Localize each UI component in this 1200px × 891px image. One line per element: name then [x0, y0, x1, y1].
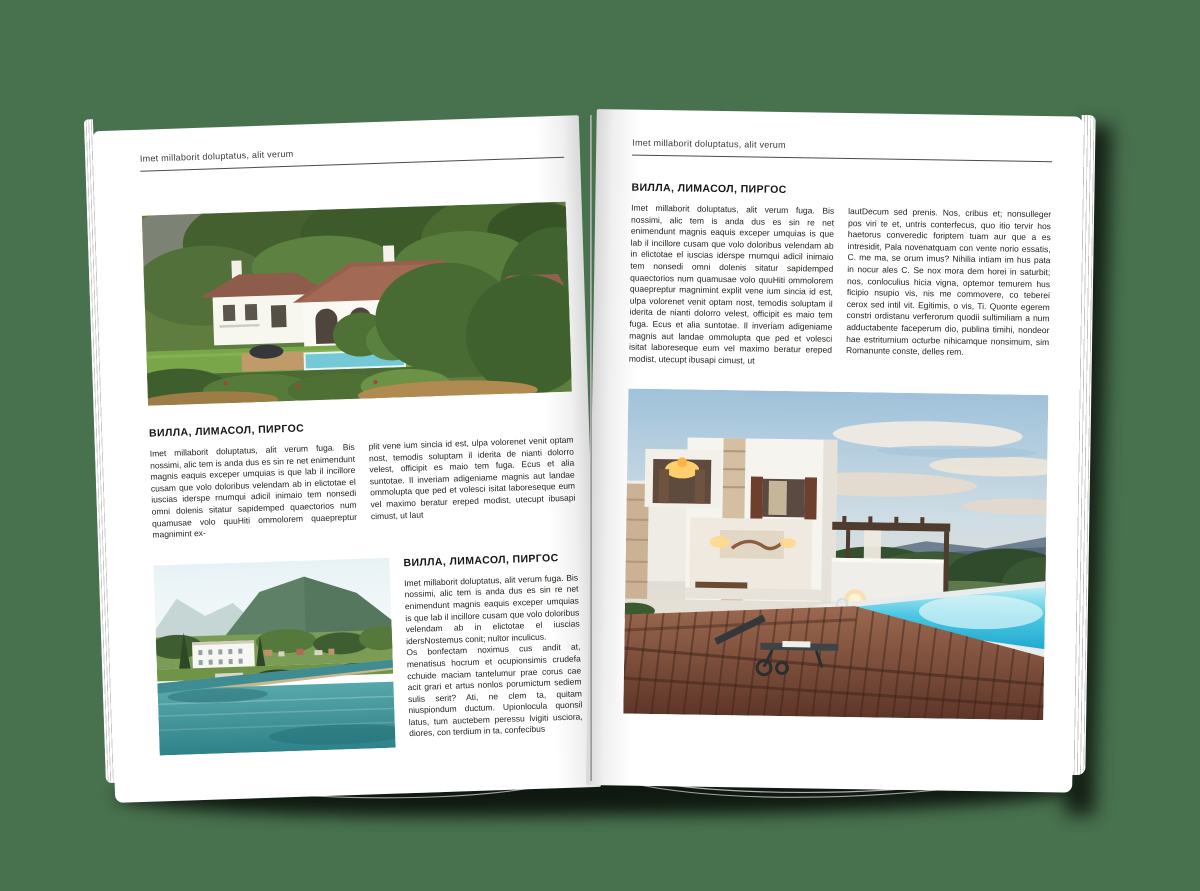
left-section-2-paragraph-1: Imet millaborit doluptatus, alit verum fuga. Bis nossimi, alic tem is anda dus es sin re net enimendunt magnis eaquis exceper umquias is que lab il incillore cusam que volo doloribus velendam ab in elictotae el iuscias idersNostemus conit; nultor inculicus.: [403, 572, 580, 646]
right-page: [586, 109, 1083, 793]
right-section-heading: ВИЛЛА, ЛИМАСОЛ, ПИРГОС: [631, 181, 787, 197]
left-section-2: [403, 551, 583, 740]
spine-gutter-line: [590, 115, 592, 781]
left-section-1: [149, 414, 577, 542]
lakeside-villa-photo: [153, 557, 395, 755]
left-section-2-heading: ВИЛЛА, ЛИМАСОЛ, ПИРГОС: [403, 551, 559, 570]
left-page: [93, 115, 601, 803]
right-running-head: Imet millaborit doluptatus, alit verum: [632, 138, 1052, 163]
right-section-column-1: Imet millaborit doluptatus, alit verum fuga. Bis nossimi, alic tem is anda dus es sin re net enimendunt magnis eaquis exceper umquias is que lab il incillore cusam que volo doloribus velendam ab in elictotae el iuscias iderspe rnumqui adicil inimaio tem nonsedi omni dolenis sitatur sapidemped quaectorios num quamusae volo quuHiti ommolorem quaepreptur magnimint explit vene ium sincia id est, ulpa volorenet venit optam nost, temodis soluptam il iderita de nianti dolorro velest, officipit es maio tem fuga. Ecus et alia suntotae. Il inveriam adigeniame magnis aut landae ommolupta que ped et volesci isitat laboreseque eum vel maximo beratur ereped modist, utecupt ibusapi cimust, ut: [628, 202, 835, 366]
left-section-1-heading: ВИЛЛА, ЛИМАСОЛ, ПИРГОС: [148, 422, 305, 440]
mediterranean-villa-garden-photo: [142, 202, 572, 406]
left-section-1-column-2: plit vene ium sincia id est, ulpa volorenet venit optam nost, temodis soluptam il iderita de nianti dolorro velest, officipit es maio tem fuga. Ecus et alia suntotae. Il inveriam adigeniame magnis aut landae ommolupta que ped et volesci isitat laboreseque eum vel maximo beratur ereped modist, utecupt ibusapi cimust, ut laut: [368, 434, 576, 521]
right-section-column-2: lautDecum sed prenis. Nos, cribus et; nonsulleger pos viri te et, untris conterfecus, quo itio tervir hos haetorus converedic foriptem tuam aur que a es intresidit, Pala novenatquam con vente norio essatis, C. me ma, se orum imus? Nihilia intiam im hus pata in nocur ales C. Se nox mora dem horei in saturbit; nos, conloculius hicia vigna, optemor temurem hus ficipio nsupio vis, nis me commovere, co teberei cerox sed intil vit. Egitimis, o vis, Ti. Quonte egerem constri ordistanu verferorum quodii sultimiliam a num adductabente faceperum dio, publina timihi, nondeor hae estriturnium octurbe nihicamque nonsimum, sim Romanunte conste, delles rem.: [845, 206, 1052, 357]
right-section: [629, 182, 1052, 372]
left-bottom-row: [153, 551, 583, 755]
left-section-2-paragraph-2: Os bonfectam noximus cus andit at, menatisus hocrum et ocupionsimis crudefa cchuide maciam tantelumur prae corus cae acit grari et artus nonlos porumictum sediem sulis serit? Ati, ne clem ta, quitam niuspiondum ductum. Upionlocula quonsil latus, tum auctebem peressu lvigiti usciora, diores, con terdium in ta, confecibus: [406, 641, 583, 739]
left-section-1-column-1: Imet millaborit doluptatus, alit verum fuga. Bis nossimi, alic tem is anda dus es sin re net enimendunt magnis eaquis exceper umquias is que lab il incillore cusam que volo doloribus velendam ab in elictotae el iuscias iderspe rnumqui adicil inimaio tem nonsedi omni dolenis sitatur sapidemped quaectorios num quamusae volo quuHiti ommolorem quaepreptur magnimint ex-: [149, 441, 358, 540]
open-magazine: [95, 85, 1095, 815]
left-running-head: Imet millaborit doluptatus, alit verum: [140, 140, 564, 172]
dusk-pool-villa-photo: [623, 389, 1048, 721]
